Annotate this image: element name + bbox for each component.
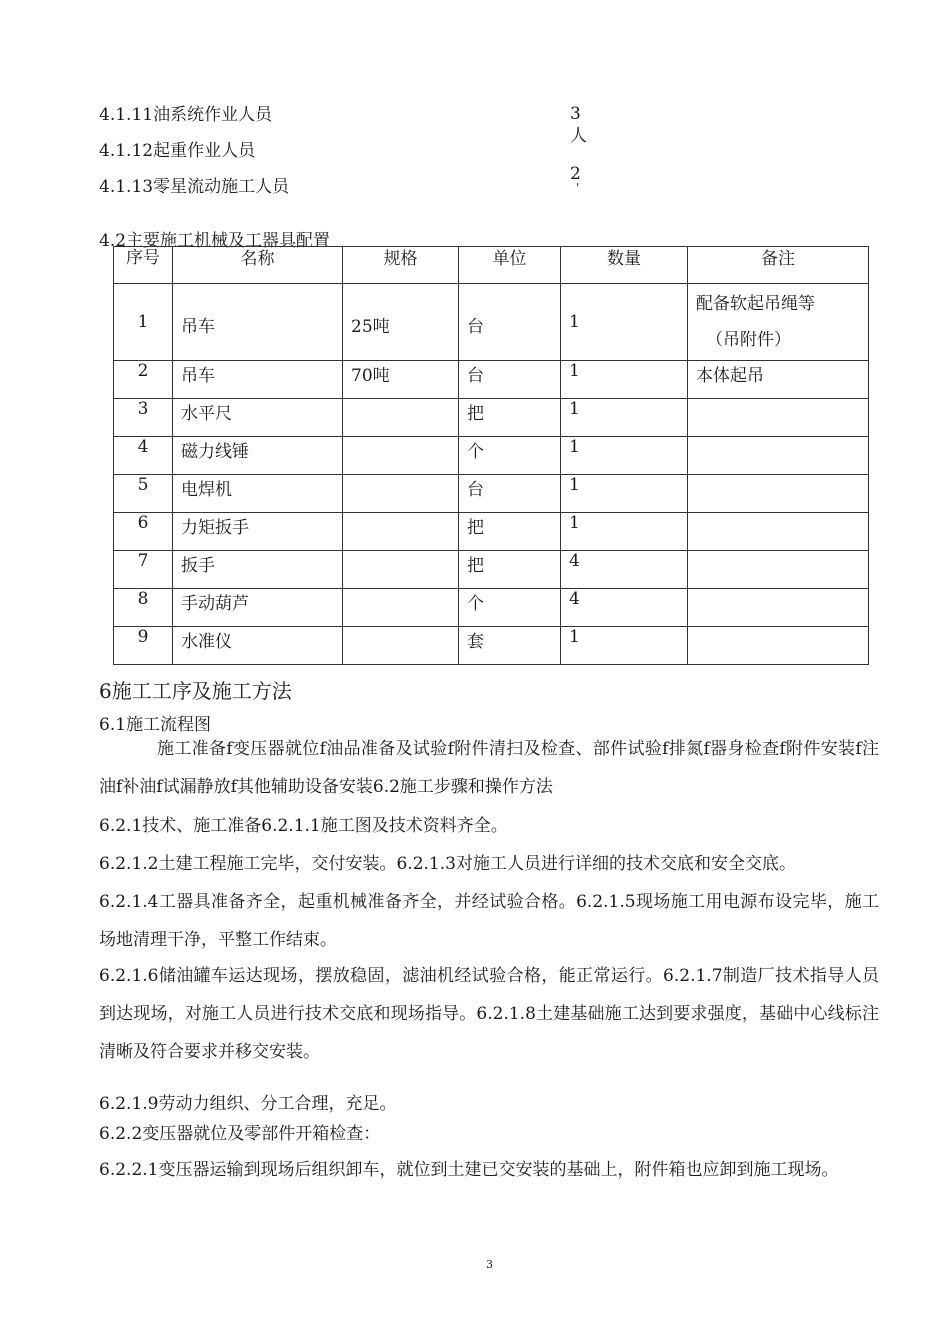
row-unit: 台 (459, 284, 561, 361)
header-spec: 规格 (343, 247, 459, 284)
paragraph-6219: 6.2.1.9劳动力组织、分工合理，充足。 (99, 1094, 397, 1114)
row-qty: 1 (561, 399, 688, 437)
row-spec (343, 627, 459, 665)
staff-count-oil: 3 (570, 104, 581, 124)
row-name: 电焊机 (173, 475, 343, 513)
row-no: 1 (114, 284, 173, 361)
row-spec (343, 437, 459, 475)
row-name: 吊车 (173, 284, 343, 361)
staff-line-lifting: 4.1.12起重作业人员 (99, 141, 256, 161)
row-spec (343, 551, 459, 589)
table-row (114, 589, 869, 627)
row-spec: 25吨 (343, 284, 459, 361)
header-qty: 数量 (561, 247, 688, 284)
row-unit: 台 (459, 475, 561, 513)
row-no: 8 (114, 589, 173, 627)
equipment-table (113, 246, 869, 665)
table-row (114, 551, 869, 589)
staff-line-oil: 4.1.11油系统作业人员 (99, 105, 273, 125)
section61-title: 6.1施工流程图 (99, 715, 212, 735)
row-name: 吊车 (173, 361, 343, 399)
row-qty: 1 (561, 284, 688, 361)
table-row (114, 627, 869, 665)
row-no: 3 (114, 399, 173, 437)
staff-count-mobile: 2 (570, 164, 581, 184)
row-note-line2: （吊附件） (706, 330, 791, 350)
row-name: 磁力线锤 (173, 437, 343, 475)
row-no: 6 (114, 513, 173, 551)
table-header-row (114, 247, 869, 284)
paragraph-621: 6.2.1技术、施工准备6.2.1.1施工图及技术资料齐全。 (99, 816, 508, 836)
row-unit: 个 (459, 437, 561, 475)
table-row (114, 399, 869, 437)
row-name: 扳手 (173, 551, 343, 589)
row-unit: 套 (459, 627, 561, 665)
row-no: 2 (114, 361, 173, 399)
row-qty: 1 (561, 475, 688, 513)
row-spec: 70吨 (343, 361, 459, 399)
row-name: 水平尺 (173, 399, 343, 437)
row-name: 力矩扳手 (173, 513, 343, 551)
row-note (688, 513, 869, 551)
table-row (114, 475, 869, 513)
row-note (688, 627, 869, 665)
paragraph-622: 6.2.2变压器就位及零部件开箱检查： (99, 1124, 381, 1144)
row-note (688, 284, 869, 361)
row-no: 4 (114, 437, 173, 475)
row-note: 本体起吊 (688, 361, 869, 399)
table-row (114, 513, 869, 551)
row-note (688, 475, 869, 513)
row-spec (343, 513, 459, 551)
row-unit: 个 (459, 589, 561, 627)
row-qty: 1 (561, 627, 688, 665)
row-unit: 把 (459, 551, 561, 589)
row-no: 5 (114, 475, 173, 513)
row-note (688, 399, 869, 437)
table-row (114, 361, 869, 399)
table-row (114, 284, 869, 361)
row-spec (343, 589, 459, 627)
paragraph-6221: 6.2.2.1变压器运输到现场后组织卸车，就位到土建已交安装的基础上，附件箱也应卸到施工现场。 (99, 1160, 839, 1180)
row-qty: 1 (561, 361, 688, 399)
row-name: 水准仪 (173, 627, 343, 665)
row-unit: 把 (459, 513, 561, 551)
table-row (114, 437, 869, 475)
paragraph-6214: 6.2.1.4工器具准备齐全，起重机械准备齐全，并经试验合格。6.2.1.5现场施工用电源布设完毕，施工场地清理干净，平整工作结束。 (99, 892, 879, 950)
row-unit: 台 (459, 361, 561, 399)
row-name: 手动葫芦 (173, 589, 343, 627)
header-unit: 单位 (459, 247, 561, 284)
row-spec (343, 475, 459, 513)
header-no: 序号 (114, 247, 173, 284)
row-qty: 4 (561, 551, 688, 589)
paragraph-6216: 6.2.1.6储油罐车运达现场，摆放稳固，滤油机经试验合格，能正常运行。6.2.1.7制造厂技术指导人员到达现场，对施工人员进行技术交底和现场指导。6.2.1.8土建基础施工达到要求强度，基础中心线标注清晰及符合要求并移交安装。 (99, 966, 879, 1062)
staff-line-mobile: 4.1.13零星流动施工人员 (99, 177, 290, 197)
row-qty: 4 (561, 589, 688, 627)
row-qty: 1 (561, 437, 688, 475)
row-note (688, 437, 869, 475)
row-no: 7 (114, 551, 173, 589)
staff-count-lifting: 人 (570, 126, 587, 146)
section6-title: 6施工工序及施工方法 (99, 679, 292, 703)
header-note: 备注 (688, 247, 869, 284)
paragraph-flow: 施工准备f变压器就位f油品准备及试验f附件清扫及检查、部件试验f排氮f器身检查f附件安装f注油f补油f试漏静放f其他辅助设备安装6.2施工步骤和操作方法 (99, 739, 879, 797)
paragraph-6212: 6.2.1.2土建工程施工完毕，交付安装。6.2.1.3对施工人员进行详细的技术交底和安全交底。 (99, 854, 796, 874)
row-note (688, 589, 869, 627)
row-note-line1: 配备软起吊绳等 (696, 294, 815, 314)
row-unit: 把 (459, 399, 561, 437)
page-number: 3 (486, 1258, 493, 1271)
row-note (688, 551, 869, 589)
equipment-section-title: 4.2主要施工机械及工器具配置 (99, 231, 331, 251)
row-qty: 1 (561, 513, 688, 551)
row-no: 9 (114, 627, 173, 665)
row-spec (343, 399, 459, 437)
header-name: 名称 (173, 247, 343, 284)
staff-extra-mark: ' (576, 181, 580, 195)
